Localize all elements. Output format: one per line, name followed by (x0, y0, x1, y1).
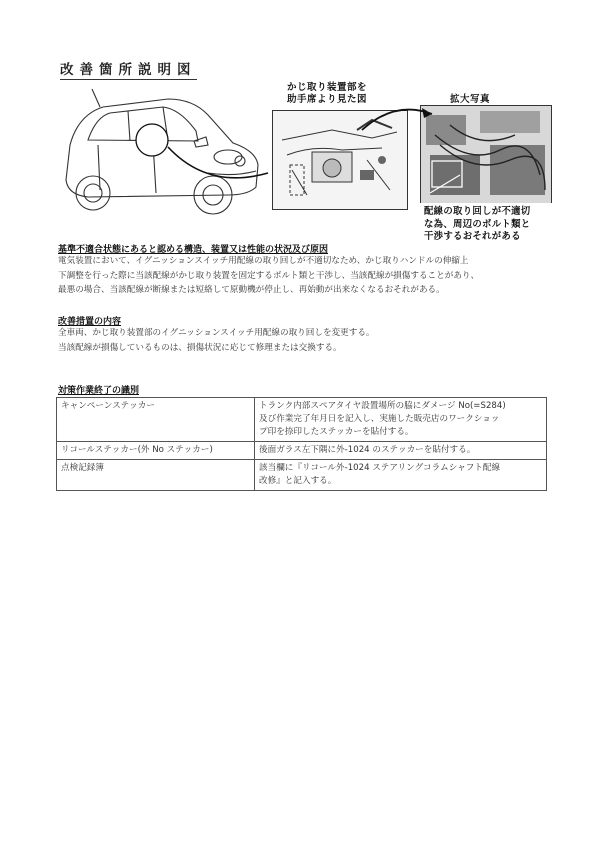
table-row (57, 442, 547, 460)
section2-line: 当該配線が損傷しているものは、損傷状況に応じて修理または交換する。 (58, 342, 342, 353)
view-label-line2: 助手席より見た図 (287, 94, 368, 105)
table-cell-label: キャンペーンステッカー (57, 398, 255, 442)
desc-line: 改修』と記入する。 (259, 476, 337, 486)
car-illustration (58, 85, 270, 220)
desc-line: 及び作業完了年月日を記入し、実施した販売店のワークショッ (259, 414, 500, 424)
desc-line: プ印を捺印したステッカーを貼付する。 (259, 427, 414, 437)
zoom-label: 拡大写真 (450, 94, 491, 105)
view-label (287, 82, 367, 106)
table-cell-desc (255, 442, 547, 460)
table-row (57, 460, 547, 491)
section1-line: 電気装置において、イグニッションスイッチ用配線の取り回しが不適切なため、かじ取りハンドルの伸縮上 (58, 256, 469, 266)
section2-body (58, 326, 553, 355)
note-line2: な為、周辺のボルト類と (424, 218, 531, 230)
table-cell-desc (255, 398, 547, 442)
section2-heading: 改善措置の内容 (58, 317, 122, 327)
section1-line: 最悪の場合、当該配線が断線または短絡して原動機が停止し、再始動が出来なくなるおそれがある。 (58, 285, 445, 295)
note-line3: 干渉するおそれがある (424, 231, 521, 242)
note-line1: 配線の取り回しが不適切 (424, 206, 531, 217)
section1-body (58, 254, 553, 298)
desc-line: 後面ガラス左下隅に外-1024 のステッカーを貼付する。 (259, 445, 476, 455)
table-cell-label: リコールステッカー(外 No ステッカー) (57, 442, 255, 460)
table-row (57, 398, 547, 442)
section1-heading: 基準不適合状態にあると認める構造、装置又は性能の状況及び原因 (58, 245, 329, 255)
section3-heading: 対策作業終了の識別 (58, 386, 140, 396)
table-cell-desc (255, 460, 547, 491)
section2-line: 全車両、かじ取り装置部のイグニッションスイッチ用配線の取り回しを変更する。 (58, 328, 375, 338)
page-title: 改善箇所説明図 (60, 58, 197, 80)
arrow-icon (360, 100, 440, 140)
table-cell-label: 点検記録簿 (57, 460, 255, 491)
figure-note (424, 206, 530, 244)
desc-line: 該当欄に『リコール外-1024 ステアリングコラムシャフト配線 (259, 463, 501, 473)
identification-table (56, 397, 547, 491)
desc-line: トランク内部スペアタイヤ設置場所の脇にダメージ No(=S284) (259, 401, 506, 411)
section1-line: 下調整を行った際に当該配線がかじ取り装置を固定するボルト類と干渉し、当該配線が損傷することがあり、 (58, 270, 480, 281)
view-label-line1: かじ取り装置部を (287, 82, 368, 93)
